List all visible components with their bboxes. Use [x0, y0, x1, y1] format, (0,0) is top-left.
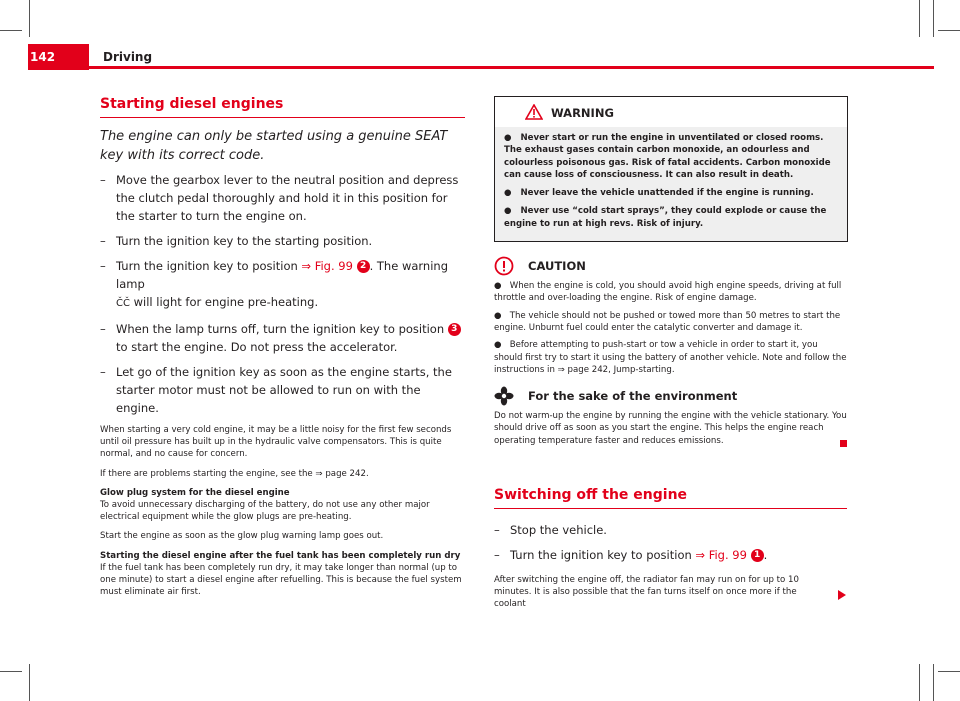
crop-mark [933, 0, 934, 37]
caution-item: ● When the engine is cold, you should avoid high engine speeds, driving at full throttle and over-loading the engine. Risk of engine damage. [494, 281, 842, 304]
crop-mark [29, 0, 30, 37]
warning-label: WARNING [551, 106, 614, 120]
header-rule [89, 66, 934, 69]
chapter-title: Driving [103, 50, 153, 64]
step-item: – Let go of the ignition key as soon as the engine starts, the starter motor must not be allowed to run on with the engine. [100, 365, 452, 415]
callout-number: 3 [448, 323, 461, 336]
body-paragraph: If there are problems starting the engine, see the ⇒ page 242. [100, 468, 369, 479]
caution-label: CAUTION [528, 259, 586, 274]
step-item: – Turn the ignition key to position ⇒ Fig. 99 2 . The warning lamp ČČ will light for engine pre-heating. [100, 259, 448, 309]
section-title-switching-off: Switching off the engine [494, 487, 688, 504]
crop-mark [0, 671, 22, 672]
body-paragraph: After switching the engine off, the radiator fan may run on for up to 10 minutes. It is also possible that the fan turns itself on once more if the coolant [494, 575, 799, 610]
crop-mark [938, 30, 960, 31]
flower-environment-icon [494, 386, 514, 406]
caution-item: ● The vehicle should not be pushed or towed more than 50 metres to start the engine. Unburnt fuel could enter the catalytic converter and damage it. [494, 310, 841, 333]
crop-mark [29, 664, 30, 701]
body-paragraph: When starting a very cold engine, it may be a little noisy for the first few seconds until oil pressure has built up in the hydraulic valve compensators. This is quite normal, and no cause for concern. [100, 425, 452, 460]
step-list [100, 171, 465, 417]
body-subheading: Starting the diesel engine after the fuel tank has been completely run dry If the fuel tank has been completely run dry, it may take longer than normal (up to one minute) to start a diesel engine after refuelling. This is because the fuel system must eliminate air first. [100, 550, 462, 598]
warning-item: ● Never leave the vehicle unattended if the engine is running. [504, 188, 814, 199]
environment-label: For the sake of the environment [528, 389, 738, 404]
step-item: – Stop the vehicle. [494, 523, 607, 538]
left-column [100, 96, 465, 598]
crop-mark [919, 0, 920, 37]
right-column [494, 96, 847, 611]
warning-header [495, 97, 847, 127]
warning-triangle-icon [525, 104, 543, 120]
crop-mark [938, 671, 960, 672]
warning-box [494, 96, 848, 242]
step-item: – Move the gearbox lever to the neutral position and depress the clutch pedal thoroughly and hold it in this position for the starter to turn the engine on. [100, 173, 459, 223]
warning-item: ● Never start or run the engine in unventilated or closed rooms. The exhaust gases contain carbon monoxide, an odourless and colourless poisonous gas. Risk of fatal accidents. Carbon monoxide can cause loss of consciousness. It can also result in death. [504, 133, 831, 180]
page-number: 142 [30, 50, 56, 64]
caution-block [494, 256, 847, 376]
section-rule [494, 508, 847, 509]
environment-block [494, 386, 847, 447]
section-title-starting-diesel: Starting diesel engines [100, 96, 284, 112]
step-item: – When the lamp turns off, turn the ignition key to position 3 to start the engine. Do not press the accelerator. [100, 320, 465, 356]
callout-number: 1 [751, 549, 764, 562]
callout-number: 2 [357, 260, 370, 273]
step-item: – Turn the ignition key to the starting position. [100, 234, 373, 248]
warning-body [495, 127, 847, 241]
section-rule [100, 117, 465, 118]
step-item: – Turn the ignition key to position ⇒ Fig. 99 1 . [494, 548, 768, 563]
continue-arrow-icon [838, 590, 846, 600]
warning-item: ● Never use “cold start sprays”, they could explode or cause the engine to run at high revs. Risk of injury. [504, 206, 827, 229]
environment-text: Do not warm-up the engine by running the engine with the vehicle stationary. You should drive off as soon as you start the engine. This helps the engine reach operating temperature faster and reduces emissions. [494, 411, 847, 446]
crop-mark [919, 664, 920, 701]
caution-item: ● Before attempting to push-start or tow a vehicle in order to start it, you should first try to start it using the battery of another vehicle. Note and follow the instructions in ⇒ page 242, Jump-starting. [494, 340, 847, 375]
figure-link[interactable]: ⇒ Fig. 99 [695, 548, 747, 563]
section-lead: The engine can only be started using a genuine SEAT key with its correct code. [100, 129, 448, 163]
crop-mark [933, 664, 934, 701]
step-list [494, 521, 847, 564]
caution-icon [494, 256, 514, 276]
crop-mark [0, 30, 22, 31]
glow-plug-icon: ČČ [116, 298, 130, 309]
body-subheading: Glow plug system for the diesel engine To avoid unnecessary discharging of the battery, do not use any other major electrical equipment while the glow plugs are pre-heating. [100, 487, 430, 523]
figure-link[interactable]: ⇒ Fig. 99 [301, 259, 353, 273]
section-end-mark [840, 440, 847, 447]
body-paragraph: Start the engine as soon as the glow plug warning lamp goes out. [100, 531, 384, 542]
